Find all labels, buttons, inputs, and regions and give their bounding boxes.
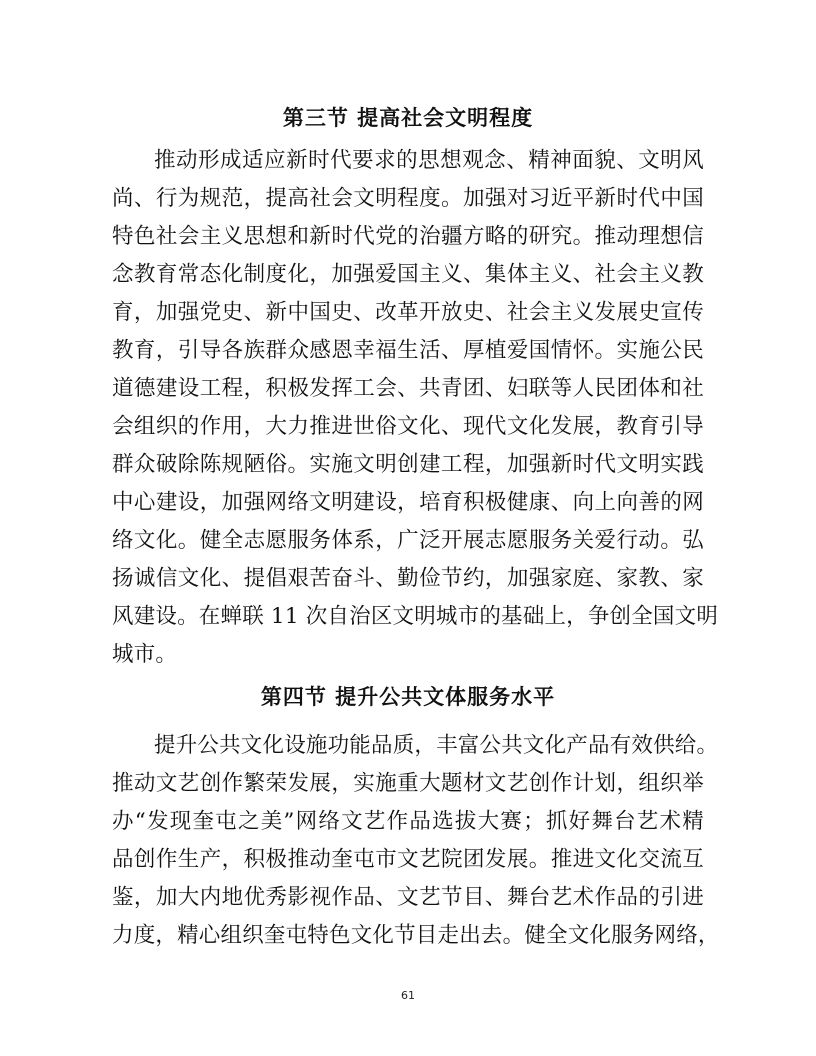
section-3-paragraph-line: 群众破除陈规陋俗。实施文明创建工程，加强新时代文明实践 xyxy=(112,452,704,477)
section-3-paragraph-line: 特色社会主义思想和新时代党的治疆方略的研究。推动理想信 xyxy=(112,224,704,249)
section-3-paragraph-line: 会组织的作用，大力推进世俗文化、现代文化发展，教育引导 xyxy=(112,414,704,439)
section-3-heading: 第三节 提高社会文明程度 xyxy=(282,106,534,130)
section-3-paragraph-line: 中心建设，加强网络文明建设，培育积极健康、向上向善的网 xyxy=(112,490,704,515)
section-4-paragraph-line: 提升公共文化设施功能品质，丰富公共文化产品有效供给。 xyxy=(154,733,719,758)
section-3-paragraph-line: 念教育常态化制度化，加强爱国主义、集体主义、社会主义教 xyxy=(112,262,704,287)
section-3-paragraph-line: 育，加强党史、新中国史、改革开放史、社会主义发展史宣传 xyxy=(112,300,704,325)
section-4-paragraph-line: 办“发现奎屯之美”网络文艺作品选拔大赛；抓好舞台艺术精 xyxy=(112,809,704,834)
section-4-paragraph-line: 鉴，加大内地优秀影视作品、文艺节目、舞台艺术作品的引进 xyxy=(112,885,704,910)
section-3-paragraph-line: 络文化。健全志愿服务体系，广泛开展志愿服务关爱行动。弘 xyxy=(112,528,704,553)
page-number: 61 xyxy=(401,989,415,1002)
section-3-paragraph-line: 道德建设工程，积极发挥工会、共青团、妇联等人民团体和社 xyxy=(112,376,704,401)
section-3-paragraph-line: 城市。 xyxy=(112,642,178,667)
section-4-paragraph-line: 力度，精心组织奎屯特色文化节目走出去。健全文化服务网络， xyxy=(112,923,720,948)
section-3-paragraph-line: 教育，引导各族群众感恩幸福生活、厚植爱国情怀。实施公民 xyxy=(112,338,704,363)
section-4-paragraph-line: 推动文艺创作繁荣发展，实施重大题材文艺创作计划，组织举 xyxy=(112,771,704,796)
section-3-paragraph-line: 风建设。在蝉联 11 次自治区文明城市的基础上，争创全国文明 xyxy=(112,604,719,629)
section-4-paragraph-line: 品创作生产，积极推动奎屯市文艺院团发展。推进文化交流互 xyxy=(112,847,704,872)
section-3-paragraph-line: 尚、行为规范，提高社会文明程度。加强对习近平新时代中国 xyxy=(112,186,704,211)
section-3-paragraph-line: 扬诚信文化、提倡艰苦奋斗、勤俭节约，加强家庭、家教、家 xyxy=(112,566,704,591)
section-3-paragraph-line: 推动形成适应新时代要求的思想观念、精神面貌、文明风 xyxy=(154,148,704,173)
section-4-heading: 第四节 提升公共文体服务水平 xyxy=(260,685,556,709)
